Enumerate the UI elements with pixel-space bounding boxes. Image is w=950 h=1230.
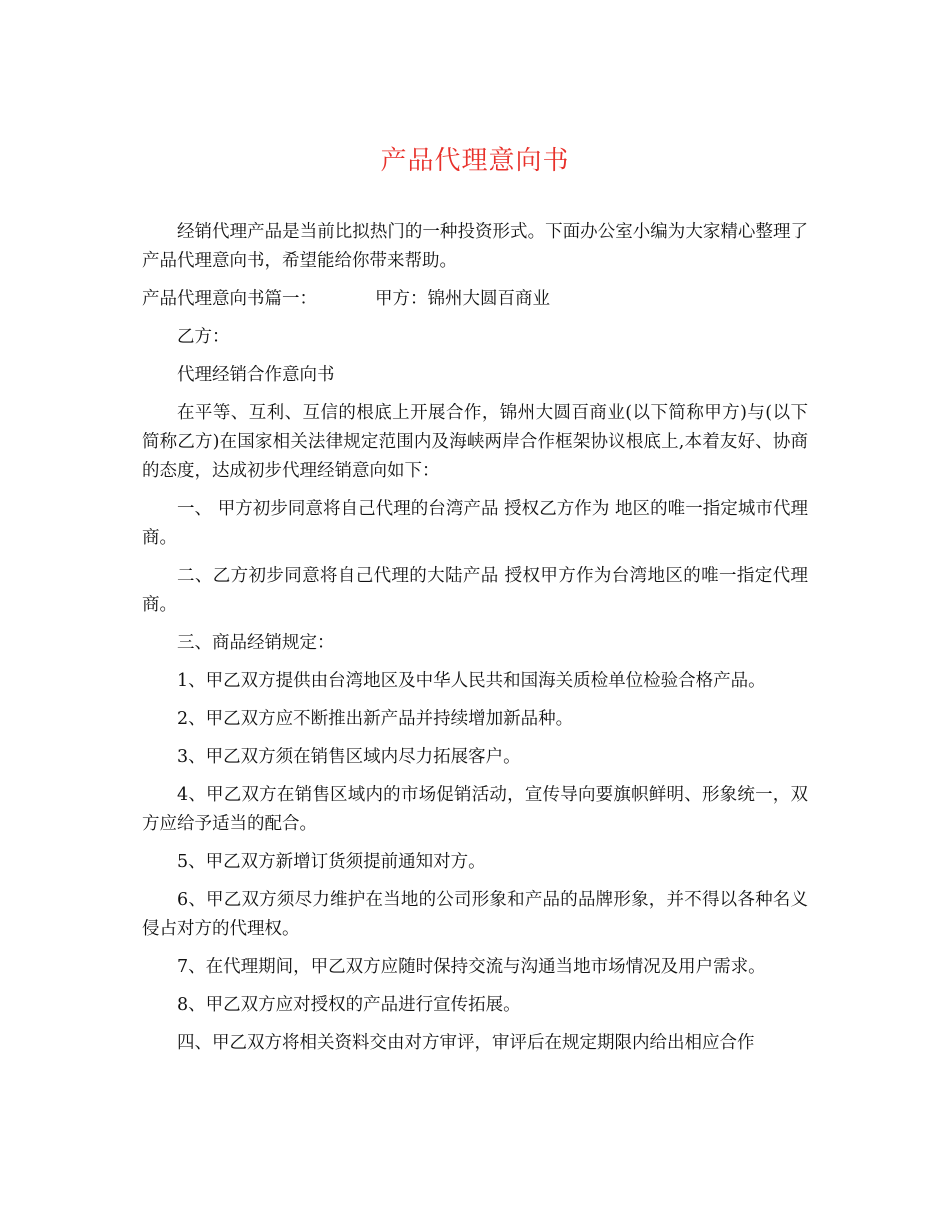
rule-1: 1、甲乙双方提供由台湾地区及中华人民共和国海关质检单位检验合格产品。 — [177, 671, 766, 691]
party-a: 甲方：锦州大圆百商业 — [375, 289, 550, 309]
rule-8: 8、甲乙双方应对授权的产品进行宣传拓展。 — [177, 995, 521, 1015]
part-heading-row — [142, 285, 808, 314]
preamble-paragraph: 在平等、互利、互信的根底上开展合作，锦州大圆百商业(以下简称甲方)与(以下简称乙方)在国家相关法律规定范围内及海峡两岸合作框架协议根底上,本着友好、协商的态度，达成初步代理经销意向如下： — [142, 403, 808, 481]
rule-7: 7、在代理期间，甲乙双方应随时保持交流与沟通当地市场情况及用户需求。 — [177, 957, 766, 977]
clause-3: 三、商品经销规定： — [177, 633, 335, 653]
rule-2: 2、甲乙双方应不断推出新产品并持续增加新品种。 — [177, 709, 574, 729]
intro-paragraph: 经销代理产品是当前比拟热门的一种投资形式。下面办公室小编为大家精心整理了产品代理意向书，希望能给你带来帮助。 — [142, 222, 808, 271]
clause-1: 一、 甲方初步同意将自己代理的台湾产品 授权乙方作为 地区的唯一指定城市代理商。 — [142, 499, 808, 548]
document-body — [142, 218, 808, 1067]
clause-2: 二、乙方初步同意将自己代理的大陆产品 授权甲方作为台湾地区的唯一指定代理商。 — [142, 566, 808, 615]
part-label: 产品代理意向书篇一： — [142, 289, 317, 309]
subtitle: 代理经销合作意向书 — [177, 365, 335, 385]
clause-4: 四、甲乙双方将相关资料交由对方审评，审评后在规定期限内给出相应合作 — [177, 1033, 755, 1053]
rule-4: 4、甲乙双方在销售区域内的市场促销活动，宣传导向要旗帜鲜明、形象统一，双方应给予适当的配合。 — [142, 785, 808, 834]
rule-6: 6、甲乙双方须尽力维护在当地的公司形象和产品的品牌形象，并不得以各种名义侵占对方的代理权。 — [142, 890, 808, 939]
party-b: 乙方： — [177, 327, 230, 347]
rule-3: 3、甲乙双方须在销售区域内尽力拓展客户。 — [177, 747, 521, 767]
rule-5: 5、甲乙双方新增订货须提前通知对方。 — [177, 852, 486, 872]
document-title: 产品代理意向书 — [380, 146, 570, 176]
